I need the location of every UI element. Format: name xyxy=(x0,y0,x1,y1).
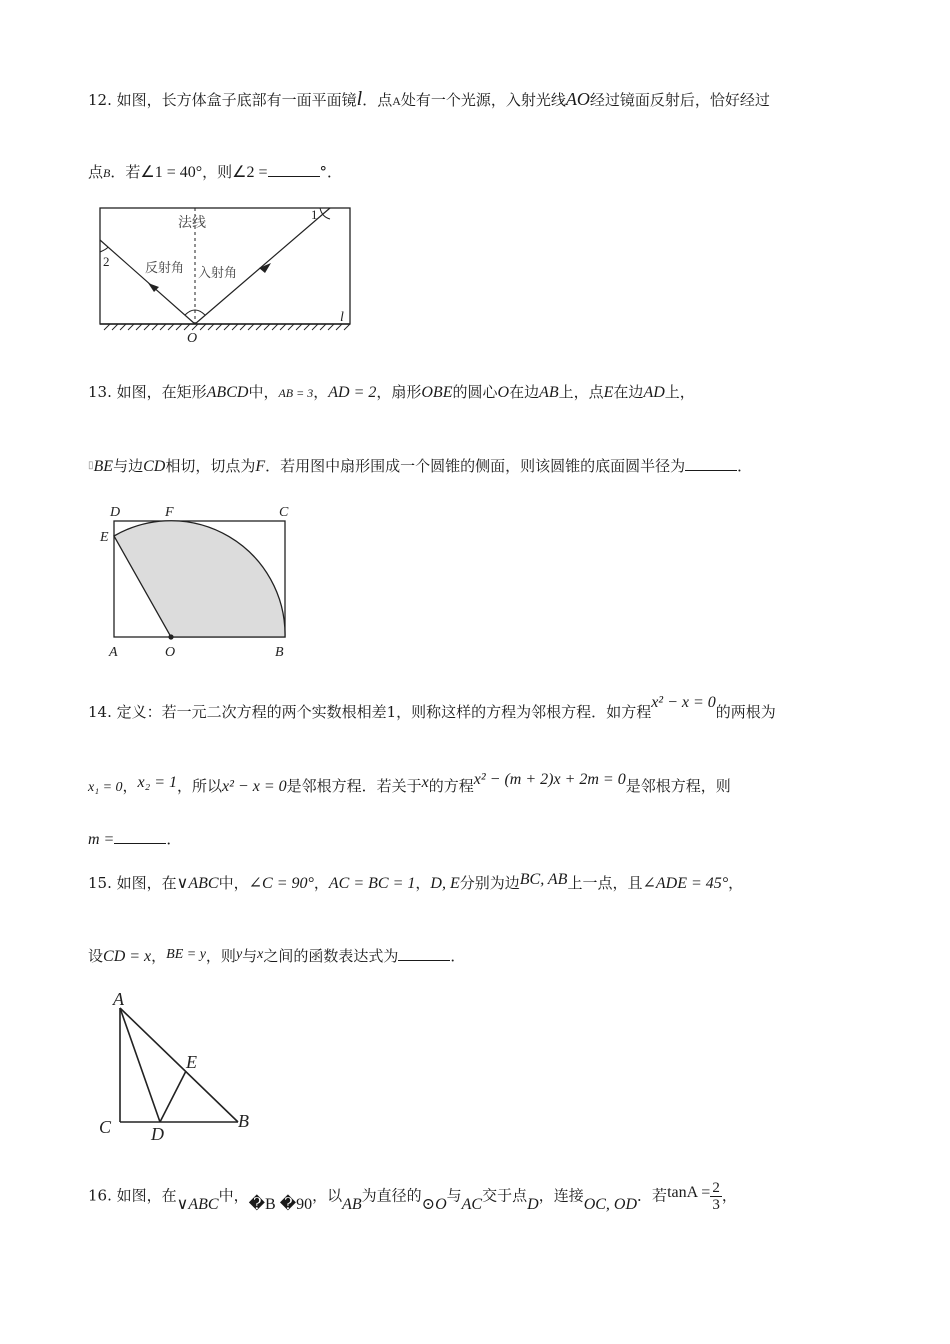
q14-line1: 14. 定义：若一元二次方程的两个实数根相差1，则称这样的方程为邻根方程．如方程x² − x = 0的两根为 xyxy=(88,694,776,721)
q14-number: 14. xyxy=(88,703,112,721)
q12-normal-label: 法线 xyxy=(178,216,206,231)
q14-line3: m = ． xyxy=(88,830,182,848)
q13-point-O: O xyxy=(165,645,176,660)
q12-line2: 点B．若∠1 = 40°，则∠2 = °． xyxy=(88,163,343,181)
q15-line1: 15. 如图，在∨ABC中，∠C = 90°，AC = BC = 1，D, E分别为边BC, AB上一点，且∠ADE = 45°， xyxy=(88,871,744,892)
q13-point-A: A xyxy=(109,645,118,660)
q13-point-E: E xyxy=(100,530,109,545)
q12-answer-blank xyxy=(268,162,320,177)
q12-angle1-label: 1 xyxy=(311,207,318,222)
q15-point-C: C xyxy=(99,1117,112,1137)
q15-point-B: B xyxy=(238,1111,249,1131)
q15-point-A: A xyxy=(113,989,124,1009)
q15-point-E: E xyxy=(186,1052,197,1072)
q12-reflect-label: 反射角 xyxy=(145,260,185,275)
q13-point-C: C xyxy=(279,505,289,520)
q15-number: 15. xyxy=(88,874,112,892)
q15-triangle-figure xyxy=(96,986,266,1146)
q13-number: 13. xyxy=(88,383,112,401)
q13-line1: 13. 如图，在矩形ABCD中，AB = 3，AD = 2，扇形OBE的圆心O在边AB上，点E在边AD上， xyxy=(88,383,695,401)
q12-line1: 12. 如图，长方体盒子底部有一面平面镜l．点A处有一个光源，入射光线AO经过镜面反射后，恰好经过 xyxy=(88,88,770,110)
q13-line2: ▯BE与边CD相切，切点为F．若用图中扇形围成一个圆锥的侧面，则该圆锥的底面圆半径为 ． xyxy=(88,457,753,475)
q12-incident-label: 入射角 xyxy=(198,265,238,280)
q12-angle2-label: 2 xyxy=(103,254,110,269)
q12-point-O: O xyxy=(187,331,198,346)
q13-point-F: F xyxy=(165,505,174,520)
q15-point-D: D xyxy=(151,1124,164,1144)
q14-line2: x₁ = 0，x₂ = 1，所以x² − x = 0是邻根方程．若关于x的方程x² − (m + 2)x + 2m = 0是邻根方程，则 xyxy=(88,771,731,795)
q13-sector-figure xyxy=(100,500,300,665)
q12-number: 12. xyxy=(88,91,112,109)
q15-answer-blank xyxy=(398,946,450,961)
q13-answer-blank xyxy=(685,456,737,471)
q12-mirror-l: l xyxy=(340,310,344,325)
q15-line2: 设CD = x，BE = y，则y与x之间的函数表达式为 ． xyxy=(88,947,466,965)
q16-line1: 16. 如图，在∨ABC中，�B �90，以AB为直径的⊙O与AC交于点D，连接OC, OD．若tanA = $\frac{2}{3}$ ， xyxy=(88,1180,737,1213)
q12-mirror-figure xyxy=(96,205,356,345)
q13-point-D: D xyxy=(110,505,121,520)
q16-tan-fraction: $\frac{2}{3}$ xyxy=(712,1180,720,1213)
q16-number: 16. xyxy=(88,1186,112,1205)
q14-answer-blank xyxy=(114,829,166,844)
q13-point-B: B xyxy=(275,645,284,660)
